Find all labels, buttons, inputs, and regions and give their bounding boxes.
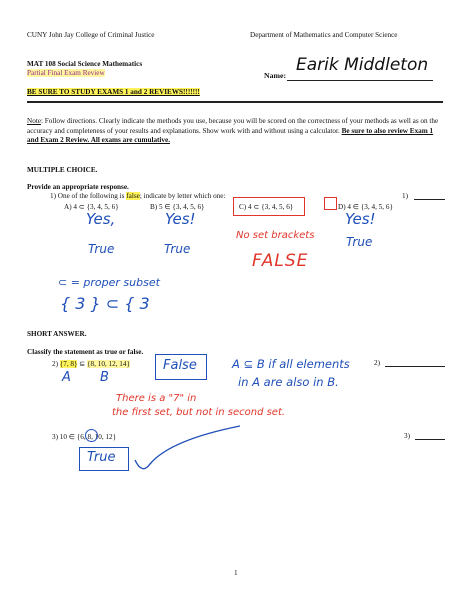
department-name: Department of Mathematics and Computer Science (250, 31, 398, 39)
q2-statement (52, 359, 130, 368)
q3-circle-mark (85, 429, 98, 442)
hand-a-true: True (88, 242, 115, 256)
note-emphasis: Be sure to also review Exam 1 and Exam 2 Review. All exams are cumulative. (27, 126, 434, 145)
q3-expression: 10 ∈ {6, 8, 10, 12} (59, 433, 117, 441)
hand-q2-note-2: the first set, but not in second set. (112, 407, 286, 418)
divider-top (27, 101, 443, 103)
option-d-check-box (324, 197, 337, 210)
hand-c-note: No set brackets (236, 230, 315, 241)
hand-q3-answer: True (87, 450, 116, 465)
q2-operator: ⊆ (77, 360, 88, 368)
q3-statement (52, 432, 116, 441)
option-b: B) 5 ∈ {3, 4, 5, 6} (150, 203, 205, 211)
mc-heading: MULTIPLE CHOICE. (27, 166, 98, 174)
hand-subset-note: ⊂ = proper subset (58, 276, 160, 289)
check-stroke (130, 420, 250, 480)
name-label: Name: (264, 71, 287, 80)
page-number: 1 (234, 569, 238, 577)
hand-q2-answer: False (163, 358, 197, 373)
q3-answer-line (415, 439, 445, 440)
q2-set-a: {7, 8} (59, 360, 78, 368)
option-c: C) 4 ⊂ {3, 4, 5, 6} (239, 203, 294, 211)
hand-d-true: True (346, 235, 373, 249)
hand-b-yes: Yes! (165, 210, 196, 228)
option-d: D) 4 ∈ {3, 4, 5, 6} (338, 203, 393, 211)
hand-d-yes: Yes! (345, 210, 376, 228)
mc-instruction: Provide an appropriate response. (27, 183, 129, 191)
hand-q2-rule-2: in A are also in B. (238, 375, 339, 389)
hand-label-b: B (100, 370, 109, 385)
q1-prefix: 1) One of the following is (50, 192, 127, 200)
sa-instruction: Classify the statement as true or false. (27, 348, 144, 356)
course-title: MAT 108 Social Science Mathematics (27, 60, 143, 68)
q1-false-word: false (126, 192, 140, 200)
sa-heading: SHORT ANSWER. (27, 330, 87, 338)
hand-subset-expr: { 3 } ⊂ { 3 (60, 294, 150, 313)
q1-prompt (50, 192, 225, 200)
note-text: : Follow directions. Clearly indicate the methods you use, because you will be scored on the correctness of your methods as well as on the accuracy and completeness of your results and explanations. Show work with and without using a calculator. (27, 117, 439, 135)
study-banner: BE SURE TO STUDY EXAMS 1 and 2 REVIEWS!!!!!!! (27, 88, 200, 96)
course-subtitle: Partial Final Exam Review (27, 69, 105, 77)
hand-label-a: A (62, 370, 71, 385)
q1-suffix: ; indicate by letter which one: (139, 192, 226, 200)
note-label: Note (27, 117, 41, 125)
hand-q2-note-1: There is a "7" in (116, 393, 197, 404)
q2-answer-number: 2) (374, 359, 380, 367)
hand-q2-rule-1: A ⊆ B if all elements (232, 357, 350, 371)
q3-number: 3) (52, 433, 58, 441)
option-a: A) 4 ⊂ {3, 4, 5, 6} (64, 203, 119, 211)
q1-answer-number: 1) (402, 192, 408, 200)
q2-answer-line (385, 366, 445, 367)
hand-a-yes: Yes, (86, 210, 116, 228)
college-name: CUNY John Jay College of Criminal Justice (27, 31, 155, 39)
q3-answer-number: 3) (404, 432, 410, 440)
option-c-circle (233, 197, 305, 216)
hand-b-true: True (164, 242, 191, 256)
q2-number: 2) (52, 360, 58, 368)
note-paragraph (27, 117, 445, 146)
student-name-signature: Earik Middleton (296, 55, 429, 75)
hand-c-false: FALSE (252, 251, 309, 271)
q1-answer-line (414, 199, 445, 200)
q2-set-b: {8, 10, 12, 14} (87, 360, 130, 368)
name-line (287, 80, 433, 81)
